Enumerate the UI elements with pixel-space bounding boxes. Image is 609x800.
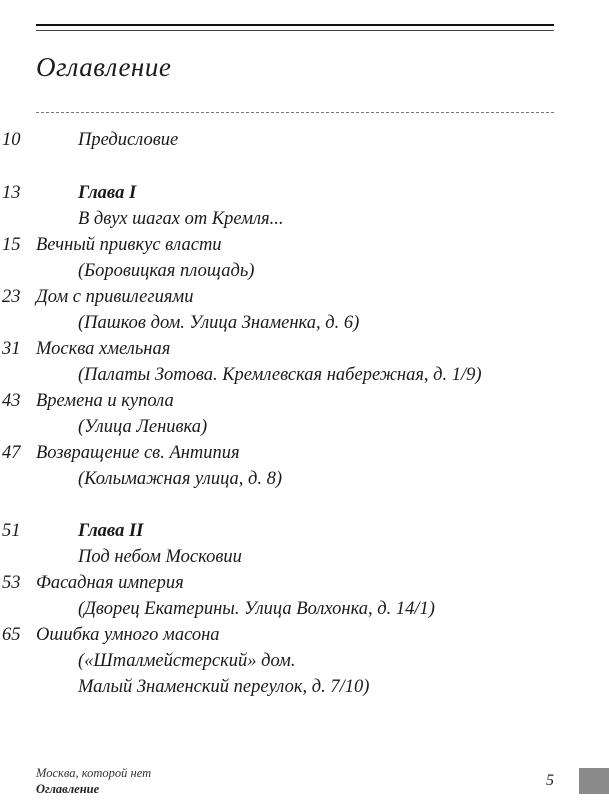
toc-chapter-heading [0, 180, 609, 206]
toc-entry [0, 127, 609, 153]
toc-entry-text: (Улица Ленивка) [78, 417, 208, 437]
page-edge-tab [579, 768, 609, 794]
toc-page-number: 13 [2, 183, 21, 203]
toc-entry [0, 440, 609, 466]
toc-entry-text: В двух шагах от Кремля... [78, 209, 284, 229]
toc-entry-text: Ошибка умного масона [36, 625, 220, 645]
toc-entry-text: Малый Знаменский переулок, д. 7/10) [78, 677, 370, 697]
toc-entry-text: Возвращение св. Антипия [36, 443, 240, 463]
toc-entry-text: Времена и купола [36, 391, 174, 411]
toc-page-number: 31 [2, 339, 21, 359]
toc-entry-subtitle [0, 674, 609, 700]
toc-entry-subtitle [0, 206, 609, 232]
toc-page-number: 51 [2, 521, 21, 541]
footer-section-title: Оглавление [36, 782, 100, 796]
toc-entry-text: Дом с привилегиями [36, 287, 194, 307]
dashed-divider [36, 112, 554, 113]
toc-entry-subtitle [0, 466, 609, 492]
toc-entry [0, 570, 609, 596]
toc-entry-text: Под небом Московии [78, 547, 242, 567]
page-title: Оглавление [36, 52, 172, 82]
footer-book-title: Москва, которой нет [36, 766, 152, 780]
toc-entry [0, 336, 609, 362]
toc-entry-text: Вечный привкус власти [36, 235, 222, 255]
toc-entry-text: Предисловие [78, 130, 179, 150]
toc-entry-text: (Палаты Зотова. Кремлевская набережная, д. 1/9) [78, 365, 482, 385]
toc-page-number: 10 [2, 130, 21, 150]
toc-chapter-heading [0, 518, 609, 544]
toc-page-number: 15 [2, 235, 21, 255]
toc-entry-text: Фасадная империя [36, 573, 184, 593]
toc-entry-text: (Пашков дом. Улица Знаменка, д. 6) [78, 313, 360, 333]
toc-entry-text: Глава II [78, 521, 144, 541]
toc-entry-subtitle [0, 362, 609, 388]
header-rule-thick [36, 24, 554, 26]
toc-page-number: 65 [2, 625, 21, 645]
toc-entry-text: (Дворец Екатерины. Улица Волхонка, д. 14/1) [78, 599, 435, 619]
toc-entry-subtitle [0, 258, 609, 284]
toc-page-number: 47 [2, 443, 21, 463]
toc-entry-text: (Колымажная улица, д. 8) [78, 469, 283, 489]
toc-entry [0, 622, 609, 648]
toc-page-number: 23 [2, 287, 21, 307]
page-number: 5 [546, 772, 554, 789]
toc-entry [0, 232, 609, 258]
toc-page-number: 53 [2, 573, 21, 593]
toc-entry [0, 388, 609, 414]
toc-entry-subtitle [0, 648, 609, 674]
toc-entry-subtitle [0, 310, 609, 336]
toc-page-number: 43 [2, 391, 21, 411]
toc-entry [0, 284, 609, 310]
toc-entry-text: («Шталмейстерский» дом. [78, 651, 296, 671]
toc-entry-text: (Боровицкая площадь) [78, 261, 255, 281]
toc-entry-subtitle [0, 414, 609, 440]
toc-entry-text: Глава I [78, 183, 137, 203]
toc-entry-subtitle [0, 596, 609, 622]
header-rule-thin [36, 30, 554, 31]
toc-entry-subtitle [0, 544, 609, 570]
toc-entry-text: Москва хмельная [36, 339, 171, 359]
